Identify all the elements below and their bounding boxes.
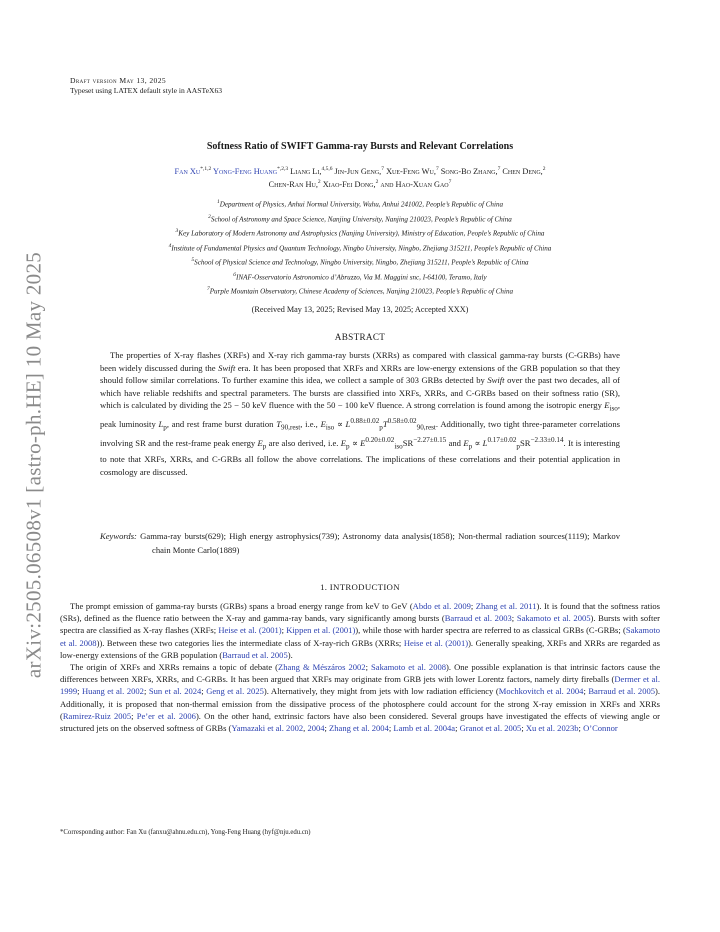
author-name: and Hao-Xuan Gao bbox=[380, 179, 449, 189]
body-text: ; bbox=[324, 723, 330, 734]
author-sup: 2 bbox=[317, 178, 321, 185]
citation-link[interactable]: Sakamoto et al. 2008 bbox=[60, 625, 660, 648]
citation-link[interactable]: Barraud et al. 2003 bbox=[444, 613, 512, 624]
citation-link[interactable]: Abdo et al. 2009 bbox=[412, 601, 471, 611]
citation-link[interactable]: Zhang & Mészáros 2002 bbox=[278, 662, 366, 673]
affiliation-number: 3 bbox=[175, 228, 179, 235]
citation-link[interactable]: Pe’er et al. 2006 bbox=[136, 710, 196, 721]
citation-link[interactable]: Dermer et al. 1999 bbox=[60, 674, 660, 697]
author-sup: 7 bbox=[435, 166, 439, 172]
author-name: Liang Li, bbox=[290, 166, 322, 176]
body-text: ; bbox=[455, 723, 460, 734]
citation-link[interactable]: Geng et al. 2025 bbox=[206, 686, 264, 697]
typeset-note: Typeset using LATEX default style in AASTeX63 bbox=[70, 86, 223, 95]
affiliation-text: Purple Mountain Observatory, Chinese Academy of Sciences, Nanjing 210023, People’s Republic of China bbox=[209, 287, 514, 296]
author-name: Xue-Feng Wu, bbox=[386, 166, 436, 176]
affiliation bbox=[70, 225, 650, 240]
affiliation bbox=[70, 269, 650, 284]
body-text: ). Bursts with softer spectra are classified as X-ray flashes (XRFs; bbox=[60, 613, 660, 636]
affiliation-text: School of Physical Science and Technology, Ningbo University, Ningbo, Zhejiang 315211, People’s Republic of China bbox=[194, 258, 529, 267]
draft-version: Draft version May 13, 2025 bbox=[70, 76, 167, 85]
affiliation-number: 1 bbox=[216, 199, 220, 205]
author-sup: 2 bbox=[542, 166, 546, 172]
citation-link[interactable]: Sakamoto et al. 2008 bbox=[371, 662, 447, 673]
body-text: The prompt emission of gamma-ray bursts (GRBs) spans a broad energy range from keV to GeV ( bbox=[70, 601, 413, 611]
affiliation bbox=[70, 240, 650, 255]
citation-link[interactable]: Huang et al. 2002 bbox=[82, 686, 144, 697]
body-text: ). Alternatively, they might from jets with low radiation efficiency ( bbox=[263, 686, 499, 697]
citation-link[interactable]: Heise et al. (2001) bbox=[403, 637, 469, 648]
body-text: )). Between these two categories lies the intermediate class of X-ray-rich GRBs (XRRs; bbox=[96, 637, 404, 648]
citation-link[interactable]: Zhang et al. 2011 bbox=[475, 601, 537, 611]
author-sup: *,2,3 bbox=[277, 166, 289, 172]
body-text: ). One possible explanation is that intrinsic factors cause the differences between XRFs, XRRs, and C-GRBs. It has been argued that XRFs may originate from GRB jets with lower Lorentz factors, namely dirty fireballs ( bbox=[60, 662, 661, 685]
body-text: ; bbox=[583, 686, 589, 697]
affiliation-number: 6 bbox=[233, 271, 237, 278]
body-paragraph bbox=[60, 661, 660, 734]
body-text: ). It is found that the softness ratios (SRs), defined as the fluence ratio between the X-ray and gamma-ray bands, vary significantly among bursts ( bbox=[60, 601, 660, 624]
introduction-body bbox=[60, 600, 660, 734]
author-sup: 2 bbox=[375, 178, 379, 185]
affiliation bbox=[70, 254, 650, 269]
body-text: ; bbox=[143, 686, 149, 697]
affiliation-number: 4 bbox=[168, 242, 172, 249]
author-link[interactable]: Yong-Feng Huang bbox=[212, 166, 278, 176]
citation-link[interactable]: Barraud et al. 2005 bbox=[222, 649, 288, 660]
author-sup: 7 bbox=[448, 178, 452, 185]
keywords bbox=[100, 530, 620, 557]
affiliation bbox=[70, 283, 650, 298]
affiliation-text: INAF-Osservatorio Astronomico d’Abruzzo, Via M. Maggini snc, I-64100, Teramo, Italy bbox=[236, 273, 487, 282]
body-text: ; bbox=[281, 625, 287, 636]
keywords-label: Keywords: bbox=[100, 531, 137, 541]
affiliation bbox=[70, 211, 650, 226]
body-text: The origin of XRFs and XRRs remains a topic of debate ( bbox=[70, 662, 279, 673]
section-heading: 1. INTRODUCTION bbox=[320, 582, 400, 592]
body-paragraph bbox=[60, 600, 660, 661]
author-link[interactable]: Fan Xu bbox=[174, 166, 201, 176]
citation-link[interactable]: Granot et al. 2005 bbox=[459, 723, 522, 734]
affiliation-text: Key Laboratory of Modern Astronomy and Astrophysics (Nanjing University), Ministry of Education, People’s Republic of China bbox=[178, 229, 545, 238]
body-text: ). On the other hand, extrinsic factors have also been considered. Several groups have investigated the effects of viewing angle or structured jets on the observed softness of GRBs ( bbox=[60, 710, 660, 734]
body-text: ; bbox=[365, 662, 372, 673]
body-text: ; bbox=[388, 723, 394, 734]
author-name: Jin-Jun Geng, bbox=[334, 166, 382, 176]
citation-link[interactable]: Ramirez-Ruiz 2005 bbox=[62, 710, 132, 721]
abstract-text: The properties of X-ray flashes (XRFs) and X-ray rich gamma-ray bursts (XRRs) as compared with classical gamma-ray bursts (C-GRBs) have been widely discussed during the Swift era. It has been proposed that XRFs and XRRs are low-energy extensions of the GRB population so that they should follow similar correlations. To further examine this idea, we collect a sample of 303 GRBs detected by Swift over the past two decades, all of which have reliable redshifts and spectral parameters. The bursts are classified into XRFs, XRRs, and C-GRBs based on their softness ratio (SR), which is calculated by dividing the 25 − 50 keV fluence with the 50 − 100 keV fluence. A strong correlation is found among the isotropic energy $E_{iso}$, peak luminosity $L_p$, and rest frame burst duration $T_{90,rest}$, i.e., $E_{iso} \propto L^{0.88\pm 0.02}_pT^{0.58\pm 0.02}_{90,rest}$. Additionally, two tight three-parameter correlations involving SR and the rest-frame peak energy $E_p$ are also derived, i.e. $E_p \propto E^{0.20\pm 0.02}_{iso}SR^{-2.27\pm 0.15}$ and $E_p \propto L^{0.17\pm 0.02}_pSR^{-2.33\pm 0.14}$. It is interesting to note that XRFs, XRRs, and C-GRBs all follow the above correlations. The implications of these correlations and their potential application in cosmology are discussed. bbox=[100, 350, 620, 477]
author-sup: *,1,2 bbox=[200, 166, 212, 172]
citation-link[interactable]: O’Connor bbox=[583, 723, 618, 734]
arxiv-id[interactable]: arXiv:2505.06508v1 [astro-ph.HE] 10 May 2025 bbox=[21, 251, 46, 679]
body-text: ). bbox=[287, 649, 293, 660]
affiliation-number: 5 bbox=[191, 257, 195, 264]
body-text: ; bbox=[470, 601, 476, 611]
citation-link[interactable]: Barraud et al. 2005 bbox=[588, 686, 656, 697]
citation-link[interactable]: Sakamoto et al. 2005 bbox=[516, 613, 591, 624]
citation-link[interactable]: Xu et al. 2023b bbox=[525, 723, 579, 734]
arxiv-sidebar[interactable] bbox=[14, 230, 54, 700]
affiliation-list bbox=[70, 196, 650, 298]
author-sup: 7 bbox=[381, 166, 384, 172]
author-name: Xiao-Fei Dong, bbox=[322, 179, 376, 189]
received-dates: (Received May 13, 2025; Revised May 13, 2025; Accepted XXX) bbox=[251, 305, 469, 314]
citation-link[interactable]: Mochkovitch et al. 2004 bbox=[498, 686, 584, 697]
affiliation-text: School of Astronomy and Space Science, Nanjing University, Nanjing 210023, People’s Republic of China bbox=[210, 214, 512, 223]
body-text: ; bbox=[521, 723, 526, 734]
affiliation bbox=[70, 196, 650, 211]
citation-link[interactable]: Heise et al. (2001) bbox=[218, 625, 282, 636]
citation-link[interactable]: Kippen et al. (2001) bbox=[286, 625, 356, 636]
affiliation-number: 2 bbox=[208, 213, 211, 220]
body-text: ). Generally speaking, XRFs and XRRs are regarded as low-energy extensions of the GRB population ( bbox=[60, 637, 660, 660]
body-text: ), while those with harder spectra are referred to as classical GRBs (C-GRBs; ( bbox=[355, 625, 626, 636]
affiliation-number: 7 bbox=[206, 286, 210, 293]
citation-link[interactable]: Zhang et al. 2004 bbox=[329, 723, 389, 734]
paper-title: Softness Ratio of SWIFT Gamma-ray Bursts and Relevant Correlations bbox=[206, 141, 514, 152]
author-name: Song-Bo Zhang, bbox=[440, 166, 498, 176]
author-name: Chen Deng, bbox=[502, 166, 543, 176]
citation-link[interactable]: Yamazaki et al. 2002 bbox=[231, 723, 304, 734]
abstract-heading: ABSTRACT bbox=[334, 332, 386, 342]
corresponding-author-footnote: *Corresponding author: Fan Xu (fanxu@ahnu.edu.cn), Yong-Feng Huang (hyf@nju.edu.cn) bbox=[60, 829, 311, 836]
body-text: ; bbox=[201, 686, 207, 697]
body-text: , bbox=[303, 723, 308, 734]
citation-link[interactable]: 2004 bbox=[307, 723, 325, 734]
author-sup: 4,5,6 bbox=[321, 166, 333, 172]
author-list bbox=[70, 164, 650, 190]
citation-link[interactable]: Sun et al. 2024 bbox=[148, 686, 202, 697]
author-name: Chen-Ran Hu, bbox=[268, 179, 318, 189]
body-text: ; bbox=[578, 723, 584, 734]
body-text: ; bbox=[131, 710, 137, 721]
body-text: ). Additionally, it is proposed that non-thermal emission from the dissipative process of the photosphere could account for the strong X-ray emission in XRFs and XRRs ( bbox=[60, 686, 661, 721]
body-text: ; bbox=[77, 686, 82, 697]
citation-link[interactable]: Lamb et al. 2004a bbox=[393, 723, 456, 734]
keywords-text: Gamma-ray bursts(629); High energy astrophysics(739); Astronomy data analysis(1858); Non-thermal radiation sources(1119); Markov chain Monte Carlo(1889) bbox=[136, 531, 620, 555]
author-sup: 7 bbox=[497, 166, 501, 172]
page-header bbox=[70, 76, 222, 96]
affiliation-text: Department of Physics, Anhui Normal University, Wuhu, Anhui 241002, People’s Republic of China bbox=[219, 200, 504, 209]
affiliation-text: Institute of Fundamental Physics and Quantum Technology, Ningbo University, Ningbo, Zhejiang 315211, People’s Republic of China bbox=[171, 244, 552, 253]
body-text: ; bbox=[511, 613, 517, 624]
